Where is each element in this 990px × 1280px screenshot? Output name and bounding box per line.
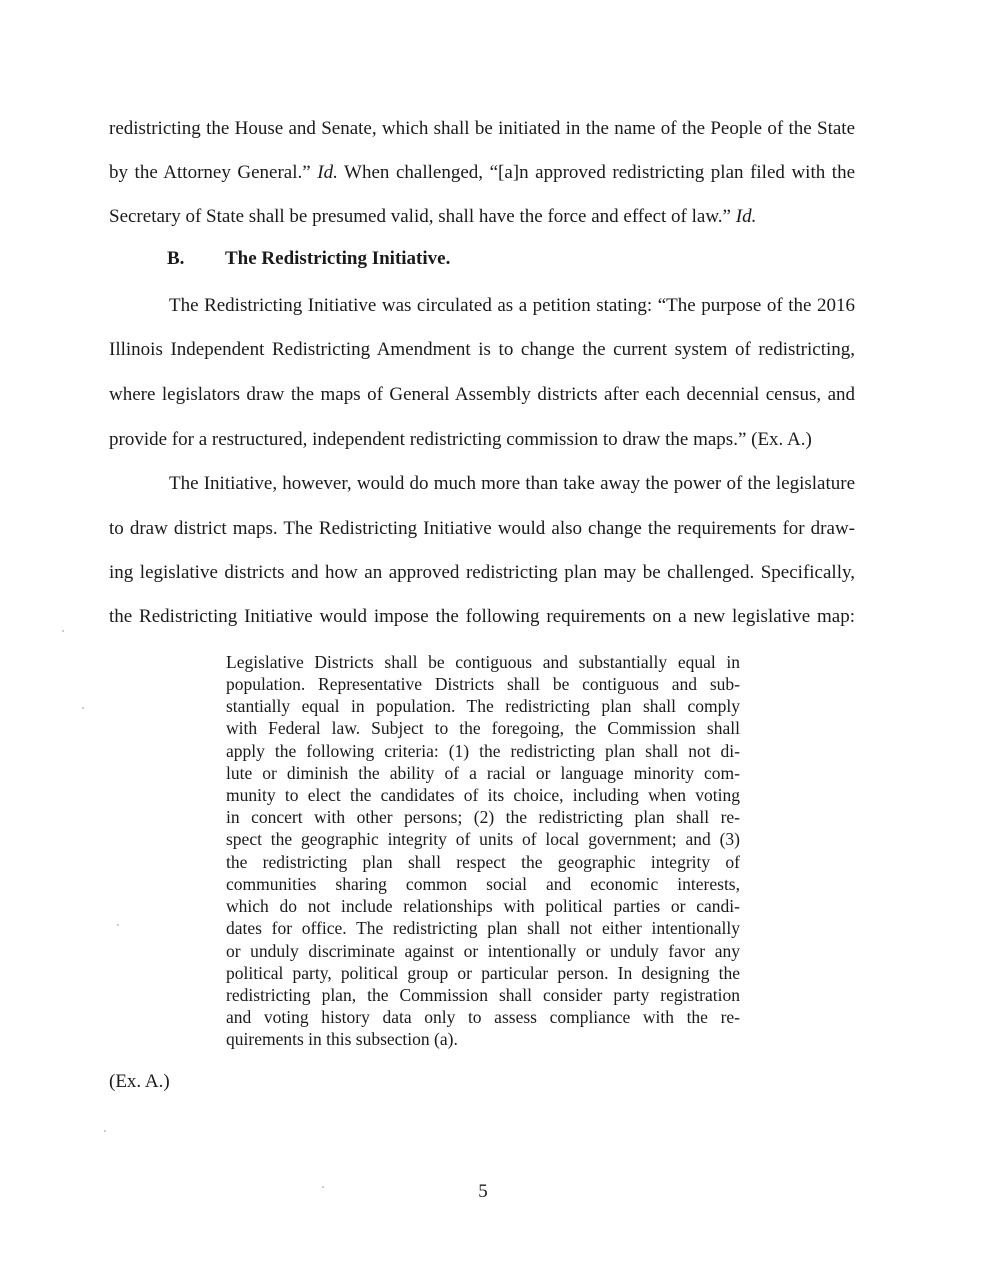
citation: (Ex. A.) [109,1071,170,1092]
paragraph-2-line-1: The Redistricting Initiative was circulated as a petition stating: “The purpose of the 2016 [169,295,855,316]
quote-line: redistricting plan, the Commission shall consider party registration [226,985,740,1005]
scan-speck [62,630,64,632]
section-heading [167,247,450,271]
quote-line: apply the following criteria: (1) the redistricting plan shall not di- [226,741,740,761]
quote-line: or unduly discriminate against or intentionally or unduly favor any [226,941,740,961]
quote-line: quirements in this subsection (a). [226,1029,458,1049]
quote-line: dates for office. The redistricting plan shall not either intentionally [226,918,740,938]
paragraph-2-line-2: Illinois Independent Redistricting Amendment is to change the current system of redistricting, [109,339,855,360]
text-run: by the Attorney General.” [109,162,318,183]
quote-line: Legislative Districts shall be contiguous and substantially equal in [226,652,740,672]
section-title: The Redistricting Initiative. [225,248,451,269]
quote-line: stantially equal in population. The redistricting plan shall comply [226,696,740,716]
quote-line: in concert with other persons; (2) the redistricting plan shall re- [226,807,740,827]
quote-line: the redistricting plan shall respect the geographic integrity of [226,852,740,872]
paragraph-2-line-3: where legislators draw the maps of General Assembly districts after each decennial census, and [109,384,855,405]
scan-speck [82,707,84,709]
paragraph-3-line-3: ing legislative districts and how an approved redistricting plan may be challenged. Specifically, [109,562,855,583]
quote-line: population. Representative Districts shall be contiguous and sub- [226,674,740,694]
text-run: Secretary of State shall be presumed valid, shall have the force and effect of law.” [109,206,736,227]
quote-line: lute or diminish the ability of a racial or language minority com- [226,763,740,783]
paragraph-1-line-3 [109,205,855,229]
paragraph-3-line-2: to draw district maps. The Redistricting Initiative would also change the requirements for draw- [109,518,855,539]
quote-line: political party, political group or particular person. In designing the [226,963,740,983]
id-citation: Id. [735,206,757,227]
quote-line: with Federal law. Subject to the foregoing, the Commission shall [226,718,740,738]
paragraph-3-line-4: the Redistricting Initiative would impose the following requirements on a new legislative map: [109,606,855,627]
scan-speck [104,1130,106,1132]
text-run: When challenged, “[a]n approved redistricting plan filed with the [337,162,856,183]
paragraph-2-line-4: provide for a restructured, independent redistricting commission to draw the maps.” (Ex. A.) [109,429,812,450]
quote-line: munity to elect the candidates of its choice, including when voting [226,785,740,805]
quote-line: communities sharing common social and economic interests, [226,874,740,894]
paragraph-1-line-1: redistricting the House and Senate, which shall be initiated in the name of the People of the State [109,118,855,139]
paragraph-3-line-1: The Initiative, however, would do much more than take away the power of the legislature [169,473,855,494]
paragraph-1-line-2 [109,161,855,185]
page-number: 5 [478,1181,488,1202]
scan-speck [117,924,119,926]
section-letter: B. [167,248,185,269]
quote-line: and voting history data only to assess compliance with the re- [226,1007,740,1027]
quote-line: which do not include relationships with political parties or candi- [226,896,740,916]
scan-speck [322,1186,324,1188]
id-citation: Id. [317,162,338,183]
quote-line: spect the geographic integrity of units of local government; and (3) [226,829,740,849]
